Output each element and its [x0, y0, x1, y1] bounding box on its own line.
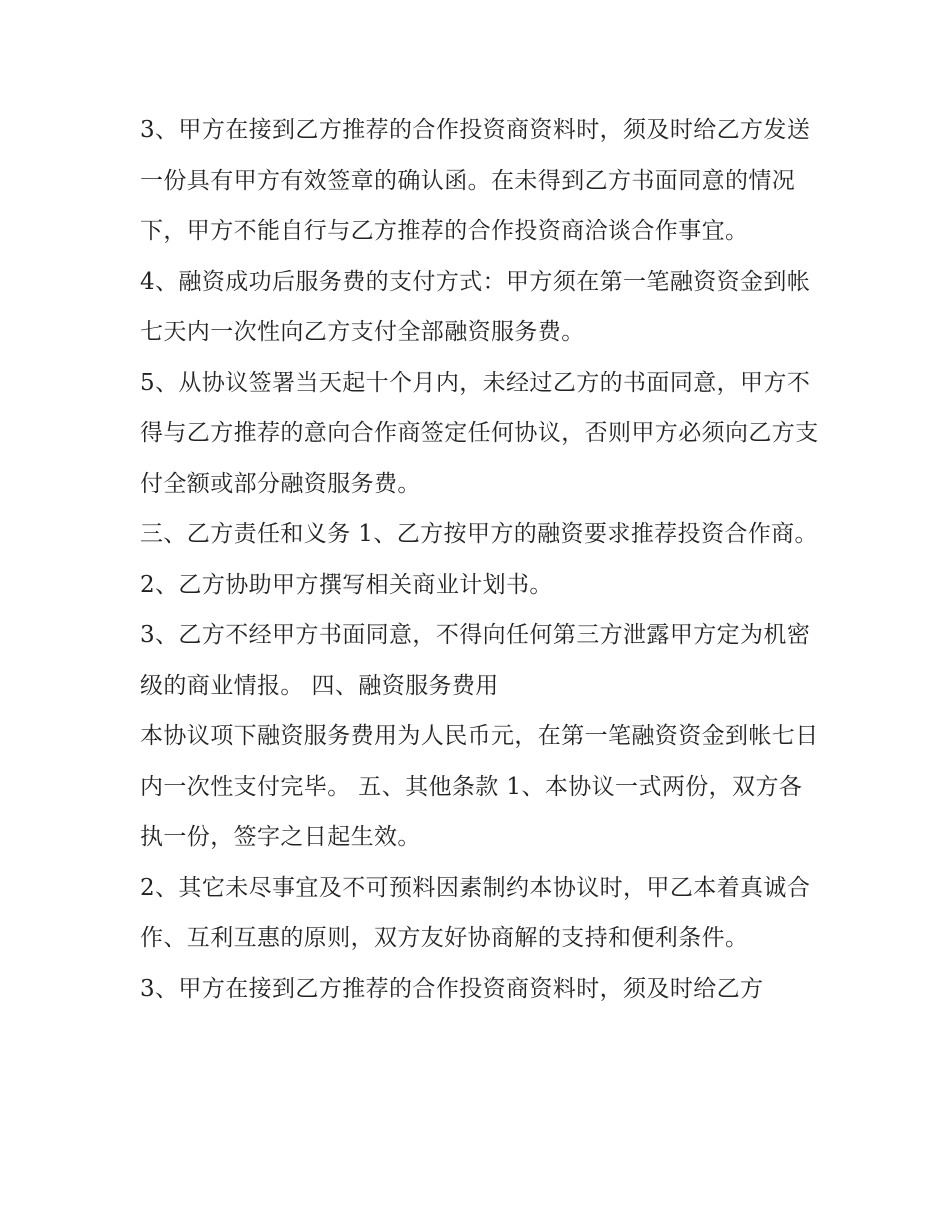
paragraph-confidentiality: 3、乙方不经甲方书面同意，不得向任何第三方泄露甲方定为机密级的商业情报。 四、融资服务费用 [140, 622, 811, 699]
paragraph-service-fee: 本协议项下融资服务费用为人民币元，在第一笔融资资金到帐七日内一次性支付完毕。 五、其他条款 1、本协议一式两份，双方各执一份，签字之日起生效。 [140, 723, 819, 850]
document-body [140, 105, 820, 1014]
paragraph-clause-3-repeat: 3、甲方在接到乙方推荐的合作投资商资料时，须及时给乙方 [140, 975, 764, 1002]
paragraph-party-b-duties: 三、乙方责任和义务 1、乙方按甲方的融资要求推荐投资合作商。 2、乙方协助甲方撰写相关商业计划书。 [140, 521, 818, 598]
paragraph-clause-4: 4、融资成功后服务费的支付方式：甲方须在第一笔融资资金到帐七天内一次性向乙方支付全部融资服务费。 [140, 268, 811, 345]
paragraph-other-matters: 2、其它未尽事宜及不可预料因素制约本协议时，甲乙本着真诚合作、互利互惠的原则，双方友好协商解的支持和便利条件。 [140, 874, 811, 951]
paragraph-clause-3: 3、甲方在接到乙方推荐的合作投资商资料时，须及时给乙方发送一份具有甲方有效签章的确认函。在未得到乙方书面同意的情况下，甲方不能自行与乙方推荐的合作投资商洽谈合作事宜。 [140, 117, 811, 244]
paragraph-clause-5: 5、从协议签署当天起十个月内，未经过乙方的书面同意，甲方不得与乙方推荐的意向合作商签定任何协议，否则甲方必须向乙方支付全额或部分融资服务费。 [140, 369, 819, 497]
